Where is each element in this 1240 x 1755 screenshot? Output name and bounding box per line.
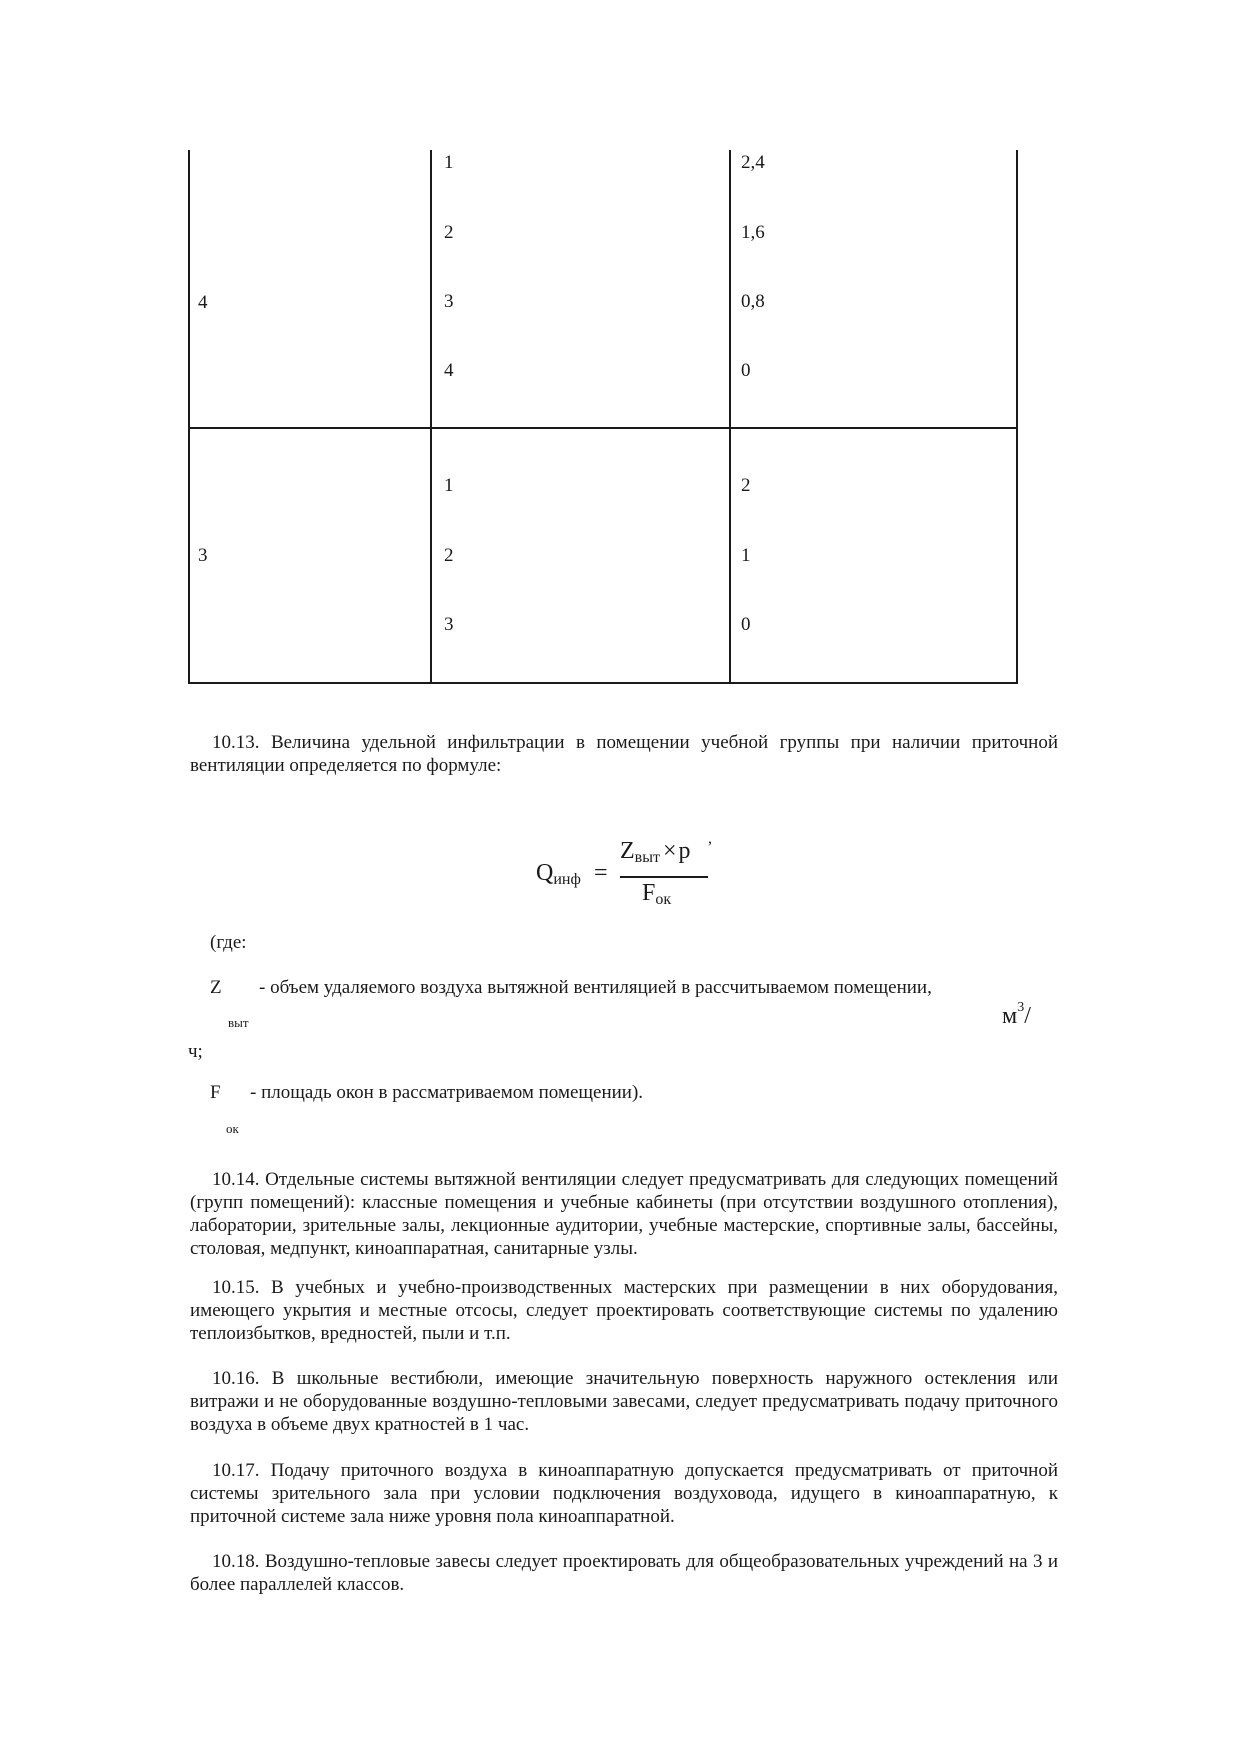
table-border-bottom bbox=[188, 682, 1018, 684]
table-cell: 2 bbox=[444, 545, 454, 566]
table-cell: 0 bbox=[741, 614, 751, 635]
table-cell-group: 3 bbox=[198, 545, 208, 566]
table-cell: 1 bbox=[444, 152, 454, 173]
table-divider-col1 bbox=[430, 150, 432, 684]
table-cell: 0 bbox=[741, 360, 751, 381]
formula-fraction-bar bbox=[620, 876, 708, 878]
table-divider-col2 bbox=[729, 150, 731, 684]
legend-z-unit-tail: ч; bbox=[188, 1041, 203, 1062]
table-cell: 1 bbox=[444, 475, 454, 496]
table-cell: 1 bbox=[741, 545, 751, 566]
table-group-divider bbox=[188, 427, 1018, 429]
legend-z-subscript: выт bbox=[228, 1015, 249, 1030]
legend-intro: (где: bbox=[210, 932, 247, 953]
legend-f-symbol: F bbox=[210, 1082, 221, 1103]
formula-numerator: $Z_{выт} \times p$ bbox=[620, 838, 691, 866]
legend-z-unit: $м^3/$ bbox=[1002, 1000, 1031, 1029]
table-cell-group: 4 bbox=[198, 292, 208, 313]
legend-z-description: - объем удаляемого воздуха вытяжной вентиляцией в рассчитываемом помещении, bbox=[259, 977, 932, 998]
legend-f-description: - площадь окон в рассматриваемом помещении). bbox=[250, 1082, 644, 1103]
paragraph-10-16: 10.16. В школьные вестибюли, имеющие значительную поверхность наружного остекления или витражи и не оборудованные воздушно-тепловыми завесами, следует предусматривать подачу приточного воздуха в объеме двух кратностей в 1 час. bbox=[190, 1368, 1058, 1435]
table-cell: 2 bbox=[444, 222, 454, 243]
infiltration-formula bbox=[536, 830, 736, 918]
legend-z-symbol: Z bbox=[210, 977, 222, 998]
paragraph-10-18: 10.18. Воздушно-тепловые завесы следует проектировать для общеобразовательных учреждений на 3 и более параллелей классов. bbox=[190, 1551, 1058, 1595]
formula-equals: = bbox=[594, 860, 608, 886]
paragraph-10-15: 10.15. В учебных и учебно-производственных мастерских при размещении в них оборудования, имеющего укрытия и местные отсосы, следует проектировать соответствующие системы по удалению теплоизбытков, вредностей, пыли и т.п. bbox=[190, 1277, 1058, 1344]
table-cell: 4 bbox=[444, 360, 454, 381]
coefficient-table bbox=[188, 150, 1018, 684]
table-cell: 2,4 bbox=[741, 152, 765, 173]
table-border-right bbox=[1016, 150, 1018, 684]
table-cell: 1,6 bbox=[741, 222, 765, 243]
paragraph-10-17: 10.17. Подачу приточного воздуха в киноаппаратную допускается предусматривать от приточной системы зрительного зала при условии подключения воздуховода, идущего в киноаппаратную, к приточной системе зала ниже уровня пола киноаппаратной. bbox=[190, 1460, 1058, 1527]
table-cell: 0,8 bbox=[741, 291, 765, 312]
table-cell: 2 bbox=[741, 475, 751, 496]
paragraph-10-13: 10.13. Величина удельной инфильтрации в помещении учебной группы при наличии приточной вентиляции определяется по формуле: bbox=[190, 732, 1058, 776]
formula-lhs: $Q_{инф}$ bbox=[536, 860, 581, 888]
legend-f-subscript: ок bbox=[226, 1121, 239, 1136]
paragraph-10-14: 10.14. Отдельные системы вытяжной вентиляции следует предусматривать для следующих помещений (групп помещений): классные помещения и учебные кабинеты (при отсутствии воздушного отопления), лаборатории, зрительные залы, лекционные аудитории, учебные мастерские, спортивные залы, бассейны, столовая, медпункт, киноаппаратная, санитарные узлы. bbox=[190, 1169, 1058, 1259]
table-border-left bbox=[188, 150, 190, 684]
table-cell: 3 bbox=[444, 291, 454, 312]
table-cell: 3 bbox=[444, 614, 454, 635]
formula-denominator: $F_{ок}$ bbox=[642, 880, 672, 908]
formula-trailing-comma: , bbox=[708, 830, 712, 847]
